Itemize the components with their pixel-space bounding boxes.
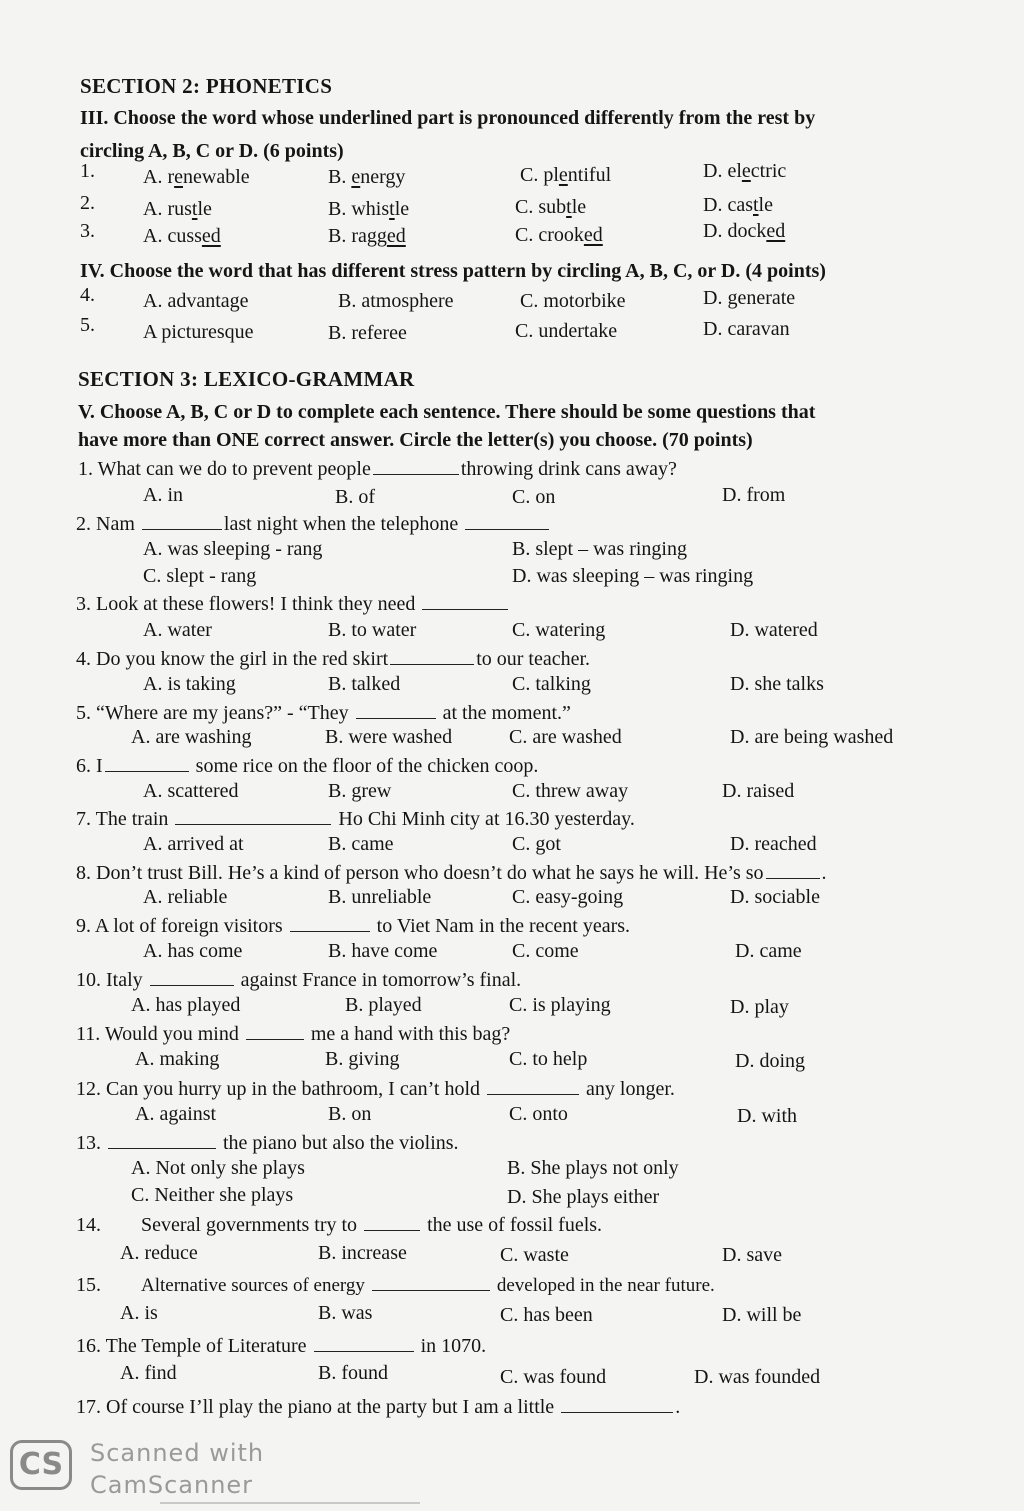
question-13-stem (76, 1130, 459, 1155)
stem-text: 3. Look at these flowers! I think they need (76, 593, 416, 615)
option-b[interactable]: B. to water (328, 619, 417, 641)
stem-text: 10. Italy (76, 969, 143, 991)
option-d[interactable]: D. doing (735, 1050, 805, 1072)
stem-text: 13. (76, 1132, 101, 1154)
question-5-stem (76, 700, 571, 725)
part-iii-instruction-line2: circling A, B, C or D. (6 points) (80, 140, 344, 162)
option-d[interactable]: D. generate (703, 287, 796, 309)
question-16-stem (76, 1333, 486, 1358)
option-b[interactable]: B. of (335, 486, 375, 508)
option-c[interactable] (520, 164, 611, 187)
stem-text: 5. “Where are my jeans?” - “They (76, 702, 349, 724)
stem-text: to our teacher. (476, 648, 591, 670)
option-text: A. rus (143, 198, 192, 220)
option-c[interactable]: C. watering (512, 619, 606, 641)
answer-blank[interactable] (487, 1076, 579, 1095)
option-c[interactable]: C. are washed (509, 726, 622, 748)
option-text: D. dock (703, 220, 767, 242)
stem-text: last night when the telephone (223, 513, 459, 535)
option-d[interactable] (703, 220, 785, 243)
section-2-title: SECTION 2: PHONETICS (80, 74, 333, 98)
question-17-stem (76, 1394, 680, 1419)
stem-text: at the moment.” (442, 702, 571, 724)
stem-text: 6. I (76, 755, 103, 777)
option-d[interactable]: D. reached (730, 833, 817, 855)
stem-text: 11. Would you mind (76, 1023, 239, 1045)
watermark-line1: Scanned with (90, 1439, 265, 1467)
stem-text: against France in tomorrow’s final. (240, 969, 522, 991)
stem-text: . (821, 862, 827, 884)
question-10-stem (76, 967, 521, 992)
underlined-part: e (741, 160, 751, 182)
option-text: D. cas (703, 194, 753, 216)
option-text: le (394, 198, 410, 220)
option-a[interactable]: A. find (120, 1362, 177, 1384)
question-1-stem (78, 456, 677, 481)
option-a[interactable]: A. arrived at (143, 833, 244, 855)
option-text: B. ragg (328, 225, 387, 247)
stem-text: 12. Can you hurry up in the bathroom, I can’t hold (76, 1078, 481, 1100)
option-a[interactable]: A picturesque (143, 321, 254, 343)
stem-text: Several governments try to (141, 1214, 358, 1236)
stem-text: Ho Chi Minh city at 16.30 yesterday. (338, 808, 635, 830)
option-a[interactable]: A. has come (143, 940, 243, 962)
option-c[interactable]: C. motorbike (520, 290, 626, 312)
option-a[interactable]: A. are washing (131, 726, 252, 748)
option-a[interactable] (143, 225, 221, 248)
underlined-part: t (389, 198, 395, 220)
option-c[interactable]: C. waste (500, 1244, 569, 1266)
question-number: 3. (80, 220, 95, 242)
option-a[interactable] (143, 166, 250, 189)
option-b[interactable]: B. grew (328, 780, 392, 802)
option-d[interactable]: D. save (722, 1244, 782, 1266)
option-c[interactable]: C. slept - rang (143, 565, 257, 587)
part-v-instruction-line2: have more than ONE correct answer. Circle the letter(s) you choose. (70 points) (78, 429, 753, 451)
question-11-stem (76, 1021, 510, 1046)
option-c[interactable]: C. easy-going (512, 886, 624, 908)
option-a[interactable] (143, 198, 212, 221)
stem-text: throwing drink cans away? (460, 458, 677, 480)
option-c[interactable]: C. talking (512, 673, 591, 695)
question-7-stem (76, 806, 635, 831)
underlined-part: ed (201, 225, 221, 247)
answer-blank[interactable] (105, 753, 189, 772)
option-text: ntiful (567, 164, 612, 186)
option-d[interactable]: D. raised (722, 780, 795, 802)
underlined-part: ed (583, 224, 603, 246)
option-b[interactable]: B. increase (318, 1242, 407, 1264)
option-b[interactable]: B. talked (328, 673, 401, 695)
answer-blank[interactable] (364, 1212, 420, 1231)
option-c[interactable] (515, 224, 603, 247)
option-a[interactable]: A. advantage (143, 290, 249, 312)
option-b[interactable]: B. slept – was ringing (512, 538, 687, 560)
option-text: C. crook (515, 224, 584, 246)
answer-blank[interactable] (314, 1333, 414, 1352)
answer-blank[interactable] (356, 700, 436, 719)
stem-text: developed in the near future. (496, 1275, 715, 1296)
question-6-stem (76, 753, 538, 778)
underlined-part: e (351, 166, 361, 188)
option-text: le (571, 196, 587, 218)
option-a[interactable]: A. reliable (143, 886, 228, 908)
option-c[interactable]: C. on (512, 486, 556, 508)
option-c[interactable]: C. Neither she plays (131, 1184, 294, 1206)
option-d[interactable]: D. came (735, 940, 802, 962)
question-8-stem (76, 860, 827, 885)
option-d[interactable]: D. was sleeping – was ringing (512, 565, 754, 587)
option-b[interactable]: B. was (318, 1302, 373, 1324)
option-text: le (197, 198, 212, 220)
option-d[interactable]: D. with (737, 1105, 797, 1127)
answer-blank[interactable] (372, 1272, 490, 1291)
option-text: B. (328, 166, 352, 188)
scan-edge-line (160, 1502, 420, 1504)
option-b[interactable]: B. played (345, 994, 422, 1016)
question-15-stem (76, 1272, 715, 1297)
stem-text: 14. (76, 1214, 101, 1236)
answer-blank[interactable] (246, 1021, 304, 1040)
option-a[interactable]: A. reduce (120, 1242, 198, 1264)
option-a[interactable]: A. making (135, 1048, 220, 1070)
option-c[interactable]: C. to help (509, 1048, 588, 1070)
stem-text: any longer. (586, 1078, 675, 1100)
question-number: 5. (80, 314, 95, 336)
answer-blank[interactable] (142, 511, 222, 530)
option-b[interactable]: B. unreliable (328, 886, 432, 908)
underlined-part: e (174, 166, 183, 188)
stem-text: 15. (76, 1274, 101, 1296)
option-a[interactable]: A. is taking (143, 673, 236, 695)
option-d[interactable]: D. from (722, 484, 786, 506)
stem-text: to Viet Nam in the recent years. (376, 915, 631, 937)
stem-text: . (675, 1396, 681, 1418)
question-number: 2. (80, 192, 95, 214)
underlined-part: e (558, 164, 568, 186)
option-b[interactable] (328, 198, 409, 221)
option-a[interactable]: A. Not only she plays (131, 1157, 305, 1179)
stem-text: 16. The Temple of Literature (76, 1335, 307, 1357)
option-b[interactable]: B. found (318, 1362, 388, 1384)
option-c[interactable]: C. was found (500, 1366, 607, 1388)
option-a[interactable]: A. in (143, 484, 183, 506)
underlined-part: ed (386, 225, 406, 247)
option-b[interactable]: B. on (328, 1103, 372, 1125)
option-b[interactable]: B. have come (328, 940, 438, 962)
question-12-stem (76, 1076, 675, 1101)
option-text: nergy (360, 166, 406, 188)
option-d[interactable]: D. was founded (694, 1366, 821, 1388)
option-text: B. whis (328, 198, 390, 220)
option-d[interactable] (703, 160, 786, 183)
question-2-stem (76, 511, 551, 536)
stem-text: 7. The train (76, 808, 169, 830)
option-text: newable (183, 166, 250, 188)
option-c[interactable]: C. come (512, 940, 579, 962)
underlined-part: t (191, 198, 198, 220)
option-a[interactable]: A. is (120, 1302, 158, 1324)
option-d[interactable]: D. will be (722, 1304, 802, 1326)
underlined-part: t (752, 194, 759, 216)
option-a[interactable]: A. scattered (143, 780, 239, 802)
option-d[interactable]: D. sociable (730, 886, 820, 908)
option-b[interactable]: B. atmosphere (338, 290, 454, 312)
option-d[interactable]: D. are being washed (730, 726, 894, 748)
option-c[interactable] (515, 196, 586, 219)
option-d[interactable]: D. play (730, 996, 789, 1018)
option-a[interactable]: A. water (143, 619, 212, 641)
option-b[interactable]: B. were washed (325, 726, 453, 748)
option-text: D. el (703, 160, 742, 182)
option-text: A. r (143, 166, 175, 188)
answer-blank[interactable] (422, 591, 508, 610)
answer-blank[interactable] (561, 1394, 673, 1413)
option-c[interactable]: C. is playing (509, 994, 611, 1016)
stem-text: 8. Don’t trust Bill. He’s a kind of person who doesn’t do what he says he will. He’s so (76, 862, 764, 884)
stem-text: 2. Nam (76, 513, 135, 535)
option-a[interactable]: A. has played (131, 994, 241, 1016)
option-c[interactable]: C. got (512, 833, 561, 855)
option-b[interactable]: B. giving (325, 1048, 400, 1070)
answer-blank[interactable] (108, 1130, 216, 1149)
part-iv-instruction: IV. Choose the word that has different stress pattern by circling A, B, C, or D. (4 points) (80, 260, 826, 282)
underlined-part: ed (766, 220, 786, 242)
option-a[interactable]: A. against (135, 1103, 217, 1125)
stem-text: Alternative sources of energy (141, 1275, 365, 1296)
question-number: 4. (80, 284, 95, 306)
camscanner-logo: CS (10, 1440, 72, 1490)
answer-blank[interactable] (290, 913, 370, 932)
stem-text: 1. What can we do to prevent people (78, 458, 371, 480)
answer-blank[interactable] (373, 456, 459, 475)
answer-blank[interactable] (175, 806, 331, 825)
option-c[interactable]: C. threw away (512, 780, 629, 802)
option-text: le (758, 194, 773, 216)
part-iii-instruction-line1: III. Choose the word whose underlined part is pronounced differently from the rest by (80, 107, 816, 129)
answer-blank[interactable] (766, 860, 820, 879)
option-d[interactable]: D. watered (730, 619, 818, 641)
part-v-instruction-line1: V. Choose A, B, C or D to complete each sentence. There should be some questions that (78, 401, 816, 423)
stem-text: 4. Do you know the girl in the red skirt (76, 648, 389, 670)
option-b[interactable] (328, 225, 406, 248)
stem-text: the use of fossil fuels. (427, 1214, 603, 1236)
option-d[interactable] (703, 194, 773, 217)
stem-text: some rice on the floor of the chicken coop. (195, 755, 539, 777)
option-d[interactable]: D. she talks (730, 673, 824, 695)
question-3-stem (76, 591, 510, 616)
stem-text: the piano but also the violins. (223, 1132, 459, 1154)
question-9-stem (76, 913, 630, 938)
option-c[interactable]: C. onto (509, 1103, 568, 1125)
option-d[interactable]: D. caravan (703, 318, 790, 340)
answer-blank[interactable] (465, 511, 549, 530)
option-c[interactable]: C. undertake (515, 320, 618, 342)
question-14-stem (76, 1212, 602, 1237)
question-number: 1. (80, 160, 95, 182)
stem-text: 9. A lot of foreign visitors (76, 915, 283, 937)
option-b[interactable]: B. came (328, 833, 394, 855)
option-b[interactable]: B. referee (328, 322, 407, 344)
question-4-stem (76, 646, 590, 671)
option-a[interactable]: A. was sleeping - rang (143, 538, 323, 560)
section-3-title: SECTION 3: LEXICO-GRAMMAR (78, 367, 415, 391)
stem-text: 17. Of course I’ll play the piano at the party but I am a little (76, 1396, 555, 1418)
option-text: C. pl (520, 164, 559, 186)
option-b[interactable]: B. She plays not only (507, 1157, 679, 1179)
option-b[interactable] (328, 166, 405, 189)
option-text: ctric (750, 160, 787, 182)
stem-text: me a hand with this bag? (310, 1023, 511, 1045)
option-text: C. sub (515, 196, 567, 218)
stem-text: in 1070. (420, 1335, 487, 1357)
underlined-part: t (566, 196, 572, 218)
option-d[interactable]: D. She plays either (507, 1186, 660, 1208)
answer-blank[interactable] (150, 967, 234, 986)
answer-blank[interactable] (390, 646, 474, 665)
option-c[interactable]: C. has been (500, 1304, 593, 1326)
option-text: A. cuss (143, 225, 202, 247)
watermark-line2: CamScanner (90, 1471, 254, 1499)
